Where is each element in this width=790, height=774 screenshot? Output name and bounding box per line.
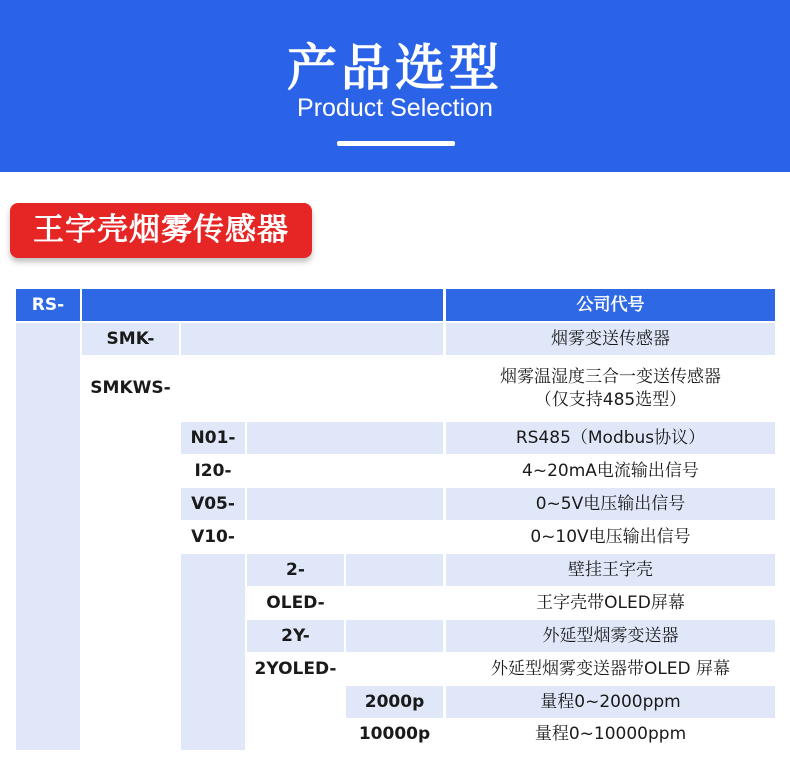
code-ext: 2Y- [247, 620, 344, 652]
header-blank [82, 289, 443, 321]
blank-i20 [247, 455, 443, 487]
blank-v10 [247, 521, 443, 553]
desc-smkws-line1: 烟雾温湿度三合一变送传感器 [500, 367, 721, 388]
section-label: 王字壳烟雾传感器 [10, 203, 312, 258]
code-i20: I20- [181, 455, 245, 487]
blank-v05 [247, 488, 443, 520]
desc-n01: RS485（Modbus协议） [446, 422, 775, 454]
desc-v05: 0~5V电压输出信号 [446, 488, 775, 520]
blank-smkws [181, 357, 443, 420]
desc-ext: 外延型烟雾变送器 [446, 620, 775, 652]
shell-span [247, 686, 344, 750]
desc-range-2000: 量程0~2000ppm [446, 686, 775, 718]
desc-v10: 0~10V电压输出信号 [446, 521, 775, 553]
desc-smkws-line2: （仅支持485选型） [534, 389, 687, 410]
code-smk: SMK- [82, 323, 179, 355]
page-title: 产品选型 [287, 39, 503, 97]
desc-extoled: 外延型烟雾变送器带OLED 屏幕 [446, 653, 775, 685]
header-prefix: RS- [16, 289, 80, 321]
blank-n01 [247, 422, 443, 454]
code-smkws: SMKWS- [82, 357, 179, 420]
code-wall: 2- [247, 554, 344, 586]
code-oled: OLED- [247, 587, 344, 619]
prefix-span [16, 323, 80, 750]
blank-extoled [346, 653, 443, 685]
code-v05: V05- [181, 488, 245, 520]
desc-wall: 壁挂王字壳 [446, 554, 775, 586]
blank-smk [181, 323, 443, 355]
desc-oled: 王字壳带OLED屏幕 [446, 587, 775, 619]
code-range-10000: 10000p [346, 719, 443, 750]
header-company: 公司代号 [446, 289, 775, 321]
code-v10: V10- [181, 521, 245, 553]
desc-range-10000: 量程0~10000ppm [446, 719, 775, 750]
blank-oled [346, 587, 443, 619]
code-extoled: 2YOLED- [247, 653, 344, 685]
page-subtitle: Product Selection [297, 94, 493, 122]
desc-smk: 烟雾变送传感器 [446, 323, 775, 355]
code-n01: N01- [181, 422, 245, 454]
desc-smkws [446, 357, 775, 420]
desc-i20: 4~20mA电流输出信号 [446, 455, 775, 487]
blank-ext [346, 620, 443, 652]
code-range-2000: 2000p [346, 686, 443, 718]
model-span [82, 422, 179, 750]
blank-wall [346, 554, 443, 586]
output-span [181, 554, 245, 750]
